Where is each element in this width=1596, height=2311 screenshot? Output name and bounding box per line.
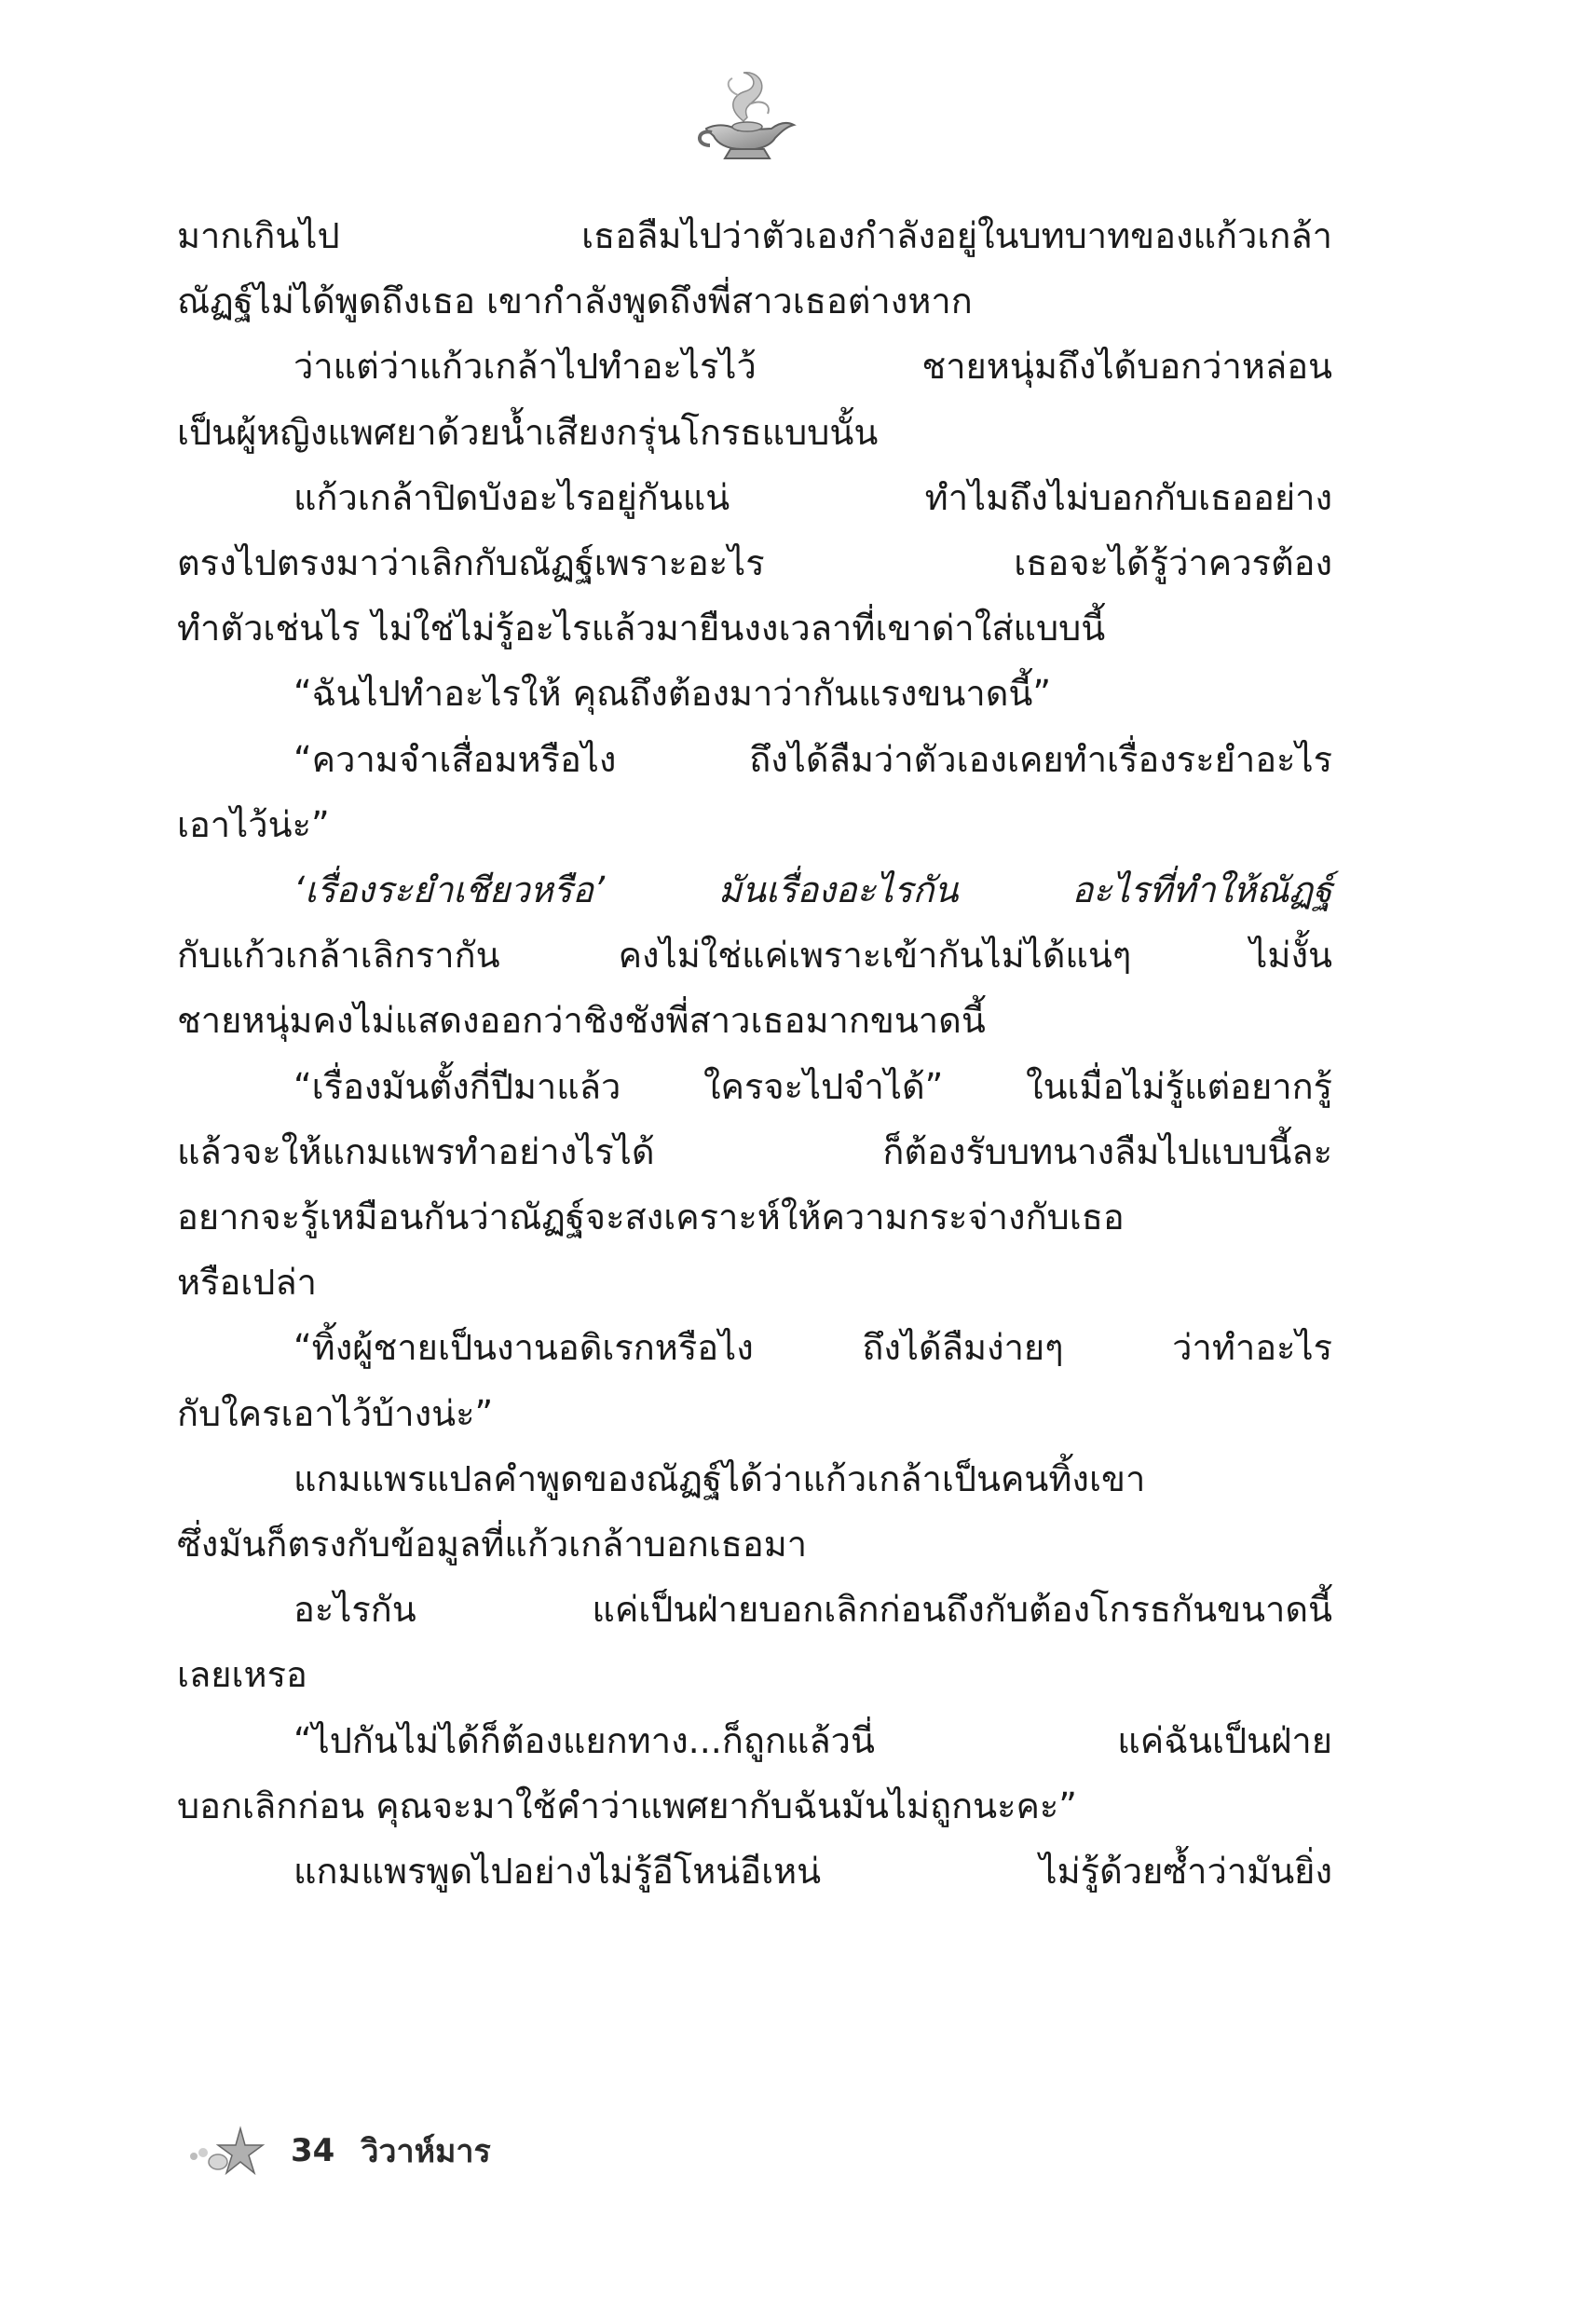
text-line: “ไปกันไม่ได้ก็ต้องแยกทาง...ก็ถูกแล้วนี่ แค่ฉันเป็นฝ่าย — [293, 1719, 1332, 1761]
text-line: แกมแพรพูดไปอย่างไม่รู้อีโหน่อีเหน่ ไม่รู้ด้วยซ้ำว่ามันยิ่ง — [293, 1851, 1332, 1893]
text-line: เลยเหรอ — [177, 1654, 307, 1696]
text-line: อยากจะรู้เหมือนกันว่าณัฏฐ์จะสงเคราะห์ให้ความกระจ่างกับเธอ — [177, 1197, 1125, 1238]
text-line: แล้วจะให้แกมแพรทำอย่างไรได้ ก็ต้องรับบทนางลืมไปแบบนี้ละ — [177, 1130, 1332, 1172]
text-line: ตรงไปตรงมาว่าเลิกกับณัฏฐ์เพราะอะไร เธอจะได้รู้ว่าควรต้อง — [177, 542, 1332, 584]
text-line: ชายหนุ่มคงไม่แสดงออกว่าชิงชังพี่สาวเธอมากขนาดนี้ — [177, 1000, 986, 1042]
page-footer — [186, 2123, 491, 2179]
text-line: ‘เรื่องระยำเชียวหรือ’ มันเรื่องอะไรกัน อะไรที่ทำให้ณัฏฐ์ — [293, 869, 1332, 911]
text-line: แกมแพรแปลคำพูดของณัฏฐ์ได้ว่าแก้วเกล้าเป็นคนทิ้งเขา — [293, 1457, 1146, 1499]
text-line: ซึ่งมันก็ตรงกับข้อมูลที่แก้วเกล้าบอกเธอมา — [177, 1524, 808, 1566]
text-line: หรือเปล่า — [177, 1262, 318, 1304]
text-line: ทำตัวเช่นไร ไม่ใช่ไม่รู้อะไรแล้วมายืนงงเวลาที่เขาด่าใส่แบบนี้ — [177, 608, 1106, 650]
text-line: เป็นผู้หญิงแพศยาด้วยน้ำเสียงกรุ่นโกรธแบบนั้น — [177, 411, 879, 453]
text-line: กับใครเอาไว้บ้างน่ะ” — [177, 1392, 494, 1434]
text-line: ว่าแต่ว่าแก้วเกล้าไปทำอะไรไว้ ชายหนุ่มถึงได้บอกว่าหล่อน — [293, 346, 1332, 388]
text-line: “เรื่องมันตั้งกี่ปีมาแล้ว ใครจะไปจำได้” ในเมื่อไม่รู้แต่อยากรู้ — [293, 1065, 1332, 1107]
text-line: “ทิ้งผู้ชายเป็นงานอดิเรกหรือไง ถึงได้ลืมง่ายๆ ว่าทำอะไร — [293, 1327, 1332, 1369]
page-number: 34 — [291, 2132, 335, 2169]
text-line: “ฉันไปทำอะไรให้ คุณถึงต้องมาว่ากันแรงขนาดนี้” — [293, 673, 1052, 715]
text-line: มากเกินไป เธอลืมไปว่าตัวเองกำลังอยู่ในบทบาทของแก้วเกล้า — [177, 215, 1332, 256]
starfish-icon — [186, 2123, 270, 2179]
magic-lamp-icon — [689, 67, 801, 170]
text-line: ณัฏฐ์ไม่ได้พูดถึงเธอ เขากำลังพูดถึงพี่สาวเธอต่างหาก — [177, 280, 973, 322]
text-line: แก้วเกล้าปิดบังอะไรอยู่กันแน่ ทำไมถึงไม่บอกกับเธออย่าง — [293, 476, 1332, 518]
text-line: อะไรกัน แค่เป็นฝ่ายบอกเลิกก่อนถึงกับต้องโกรธกันขนาดนี้ — [293, 1589, 1332, 1631]
text-line: บอกเลิกก่อน คุณจะมาใช้คำว่าแพศยากับฉันมันไม่ถูกนะคะ” — [177, 1785, 1077, 1826]
book-title: วิวาห์มาร — [361, 2133, 491, 2170]
text-line: กับแก้วเกล้าเลิกรากัน คงไม่ใช่แค่เพราะเข้ากันไม่ได้แน่ๆ ไม่งั้น — [177, 935, 1332, 977]
body-text — [177, 203, 1332, 1904]
text-line: “ความจำเสื่อมหรือไง ถึงได้ลืมว่าตัวเองเคยทำเรื่องระยำอะไร — [293, 738, 1332, 780]
text-line: เอาไว้น่ะ” — [177, 803, 330, 845]
